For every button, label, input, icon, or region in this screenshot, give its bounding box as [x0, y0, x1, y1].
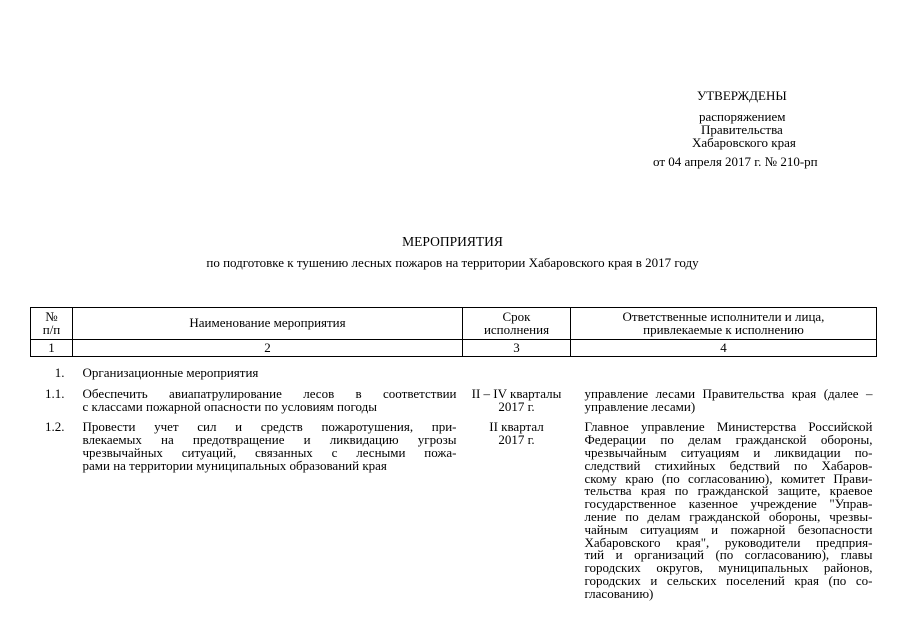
- row-number: 1.2.: [45, 419, 65, 435]
- approval-heading: УТВЕРЖДЕНЫ: [697, 88, 787, 103]
- row-number: 1.1.: [45, 385, 65, 401]
- header-number-line: п/п: [42, 321, 61, 337]
- measure-responsible-line: тий и организаций (по согласованию), главы: [584, 547, 873, 563]
- measure-name-line: чрезвычайных ситуаций, связанных с лесными пожа-: [82, 444, 457, 460]
- header-name: [73, 308, 463, 340]
- header-number-line: №: [45, 308, 58, 324]
- row-number: 1.: [54, 365, 65, 380]
- measure-term-line: 2017 г.: [498, 432, 535, 448]
- table-body: [31, 357, 877, 601]
- measure-name-line: Провести учет сил и средств пожаротушения, при-: [82, 419, 457, 435]
- header-number: [31, 308, 73, 340]
- measure-term: [463, 357, 571, 380]
- measure-name-line: Организационные мероприятия: [82, 365, 259, 380]
- measure-name-line: рами на территории муниципальных образований края: [82, 457, 387, 473]
- table-row: [31, 413, 877, 600]
- measure-responsible-line: Хабаровского края", руководители предприя-: [584, 534, 873, 550]
- measures-table: [30, 307, 877, 601]
- column-number: 1: [31, 340, 73, 357]
- measure-responsible-line: Главное управление Министерства Российской: [584, 419, 873, 435]
- measure-responsible-line: чрезвычайным ситуациям и ликвидации по-: [584, 444, 873, 460]
- measure-term: [463, 380, 571, 414]
- measure-responsible-line: гласованию): [584, 585, 654, 601]
- column-number: 4: [571, 340, 877, 357]
- measure-responsible: [571, 380, 877, 414]
- column-number: 2: [73, 340, 463, 357]
- header-name-label: Наименование мероприятия: [189, 315, 346, 331]
- header-responsible-line: привлекаемые к исполнению: [643, 321, 804, 337]
- measure-responsible-line: управление лесами Правительства края (далее –: [584, 385, 873, 401]
- measure-term-line: II – IV кварталы: [471, 385, 562, 401]
- measure-term: [463, 413, 571, 600]
- header-responsible: [571, 308, 877, 340]
- measure-responsible-line: чайным ситуациям и пожарной безопасности: [584, 521, 873, 537]
- measure-name-line: Обеспечить авиапатрулирование лесов в соответствии: [82, 385, 457, 401]
- approval-line: распоряжением: [699, 109, 786, 124]
- measure-responsible-line: тельства края по гражданской защите, краевое: [584, 483, 873, 499]
- measure-name: [73, 357, 463, 380]
- document-subtitle: по подготовке к тушению лесных пожаров на территории Хабаровского края в 2017 году: [206, 255, 699, 270]
- measure-name: [73, 413, 463, 600]
- measure-responsible-line: Федерации по делам гражданской обороны,: [584, 432, 873, 448]
- measure-responsible-line: государственное казенное учреждение "Управ-: [584, 496, 873, 512]
- header-term-line: Срок: [502, 308, 531, 324]
- column-number: 3: [463, 340, 571, 357]
- header-responsible-line: Ответственные исполнители и лица,: [622, 308, 825, 324]
- measure-responsible: [571, 357, 877, 380]
- measure-responsible-line: следствий стихийных бедствий по Хабаров-: [584, 457, 873, 473]
- approval-line: Хабаровского края: [692, 135, 796, 150]
- measure-responsible-line: скому краю (по согласованию), комитет Прави-: [584, 470, 873, 486]
- measure-responsible-line: управление лесами): [584, 398, 696, 414]
- measure-responsible: [571, 413, 877, 600]
- measure-name-line: влекаемых на предотвращение и ликвидацию угрозы: [82, 432, 457, 448]
- table-header-row: [31, 308, 877, 340]
- approval-date-line: от 04 апреля 2017 г. № 210-рп: [653, 154, 818, 169]
- measure-name-line: с классами пожарной опасности по условиям погоды: [82, 398, 377, 414]
- measure-term-line: 2017 г.: [498, 398, 535, 414]
- measure-term-line: II квартал: [489, 419, 544, 435]
- header-term-line: исполнения: [483, 321, 550, 337]
- table-row: [31, 380, 877, 414]
- measure-responsible-line: ление по делам гражданской обороны, чрезвы-: [584, 508, 873, 524]
- measure-responsible-line: городских и сельских поселений края (по со-: [584, 572, 873, 588]
- approval-line: Правительства: [701, 122, 783, 137]
- table-row: [31, 357, 877, 380]
- column-number-row: [31, 340, 877, 357]
- document-title: МЕРОПРИЯТИЯ: [402, 234, 503, 249]
- measure-name: [73, 380, 463, 414]
- header-term: [463, 308, 571, 340]
- measure-responsible-line: городских округов, муниципальных районов,: [584, 560, 873, 576]
